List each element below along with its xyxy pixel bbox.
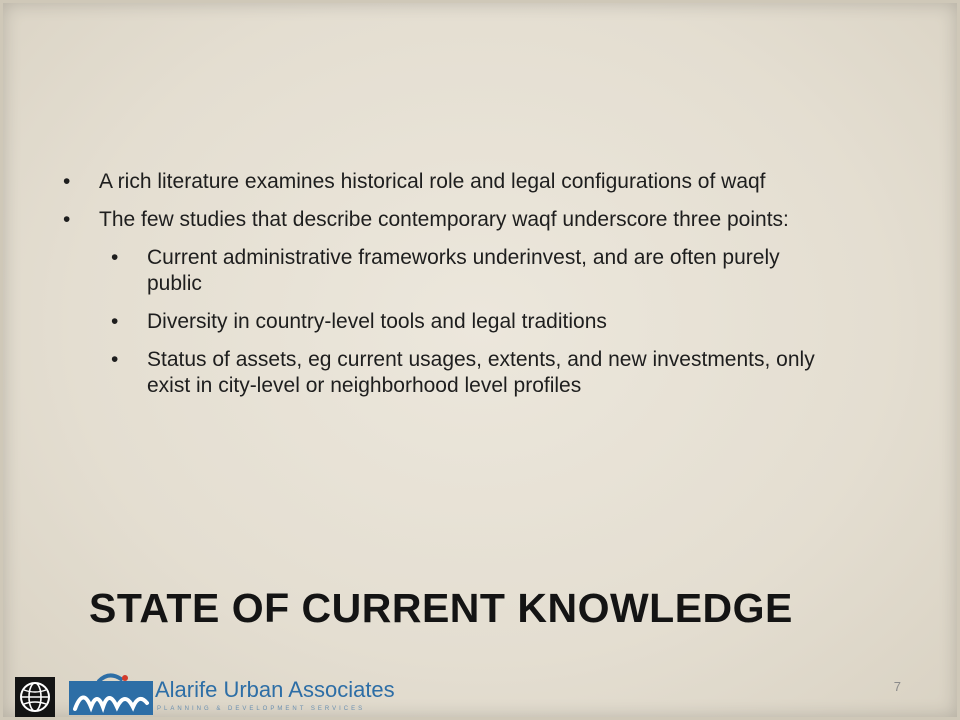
footer-logos xyxy=(11,673,395,720)
bullet-text: Current administrative frameworks underinvest, and are often purely public xyxy=(147,246,780,295)
world-bank-logo xyxy=(15,677,55,717)
bullet-dot-icon: • xyxy=(63,170,71,193)
bullet-dot-icon: • xyxy=(63,208,71,231)
bullet-dot-icon: • xyxy=(111,310,119,333)
bullet-item xyxy=(61,169,861,195)
bullet-dot-icon: • xyxy=(111,246,119,269)
alarife-name: Alarife Urban Associates xyxy=(155,677,395,702)
sub-bullet-item xyxy=(61,347,861,399)
alarife-logo xyxy=(69,673,395,720)
bullet-dot-icon: • xyxy=(111,348,119,371)
alarife-tagline: PLANNING & DEVELOPMENT SERVICES xyxy=(157,706,366,712)
globe-icon xyxy=(15,677,55,717)
bullet-text: Status of assets, eg current usages, extents, and new investments, only exist in city-level or neighborhood level profiles xyxy=(147,348,815,397)
alarife-mark-icon xyxy=(69,673,155,720)
sub-bullet-item xyxy=(61,245,861,297)
bullet-text: The few studies that describe contemporary waqf underscore three points: xyxy=(99,208,789,231)
bullet-text: A rich literature examines historical role and legal configurations of waqf xyxy=(99,170,766,193)
bullet-text: Diversity in country-level tools and legal traditions xyxy=(147,310,607,333)
page-number: 7 xyxy=(893,679,901,694)
bullet-item xyxy=(61,207,861,233)
bullet-list xyxy=(61,169,861,411)
slide-title: STATE OF CURRENT KNOWLEDGE xyxy=(89,585,793,631)
sub-bullet-item xyxy=(61,309,861,335)
